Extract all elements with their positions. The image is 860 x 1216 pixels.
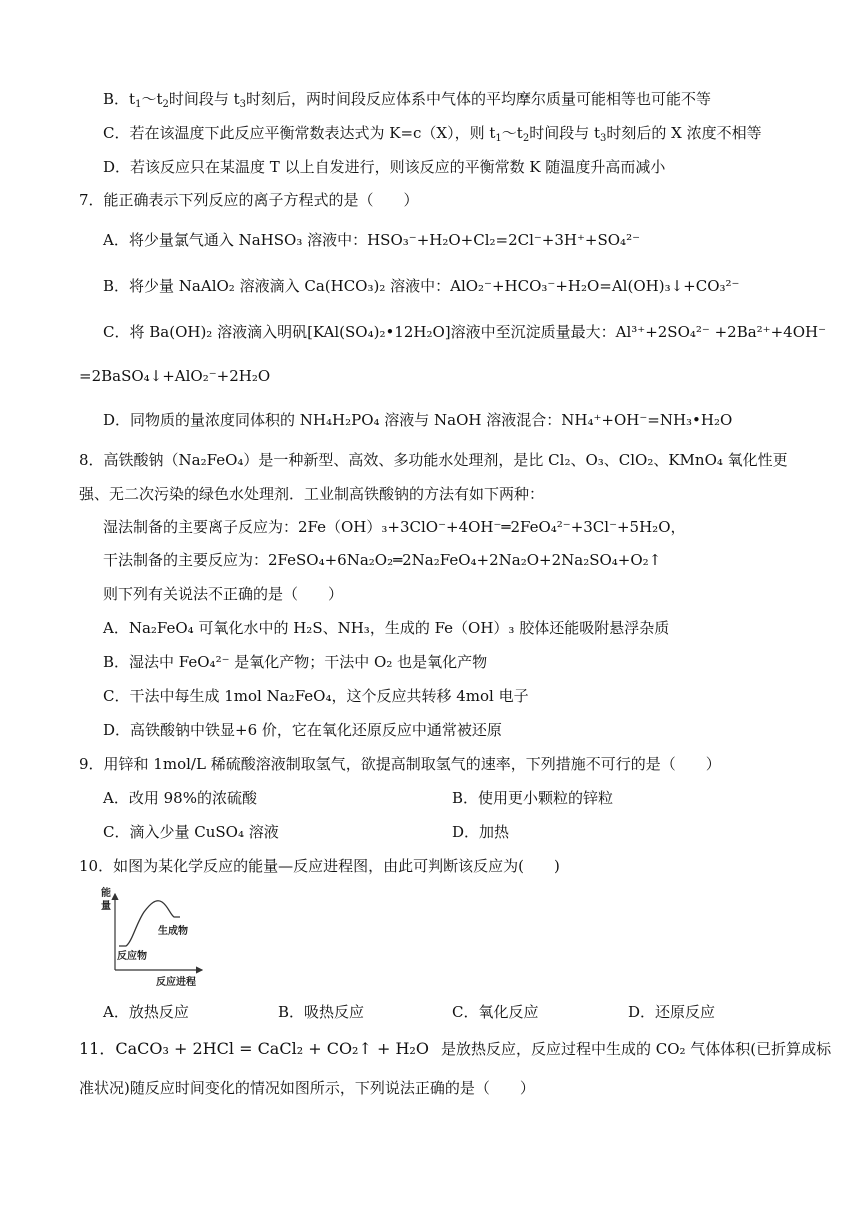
q9-option-c: C．滴入少量 CuSO₄ 溶液 [103,823,279,841]
energy-axis-label-2: 量 [101,901,111,912]
product-label: 生成物 [158,926,188,937]
q8-option-b: B．湿法中 FeO₄²⁻ 是氧化产物；干法中 O₂ 也是氧化产物 [103,653,488,671]
q10-option-c: C．氧化反应 [452,1003,539,1021]
q7-option-c-line1: C．将 Ba(OH)₂ 溶液滴入明矾[KAl(SO₄)₂•12H₂O]溶液中至沉淀质量最大：Al³⁺+2SO₄²⁻ +2Ba²⁺+4OH⁻ [103,323,827,341]
q6-option-c: C．若在该温度下此反应平衡常数表达式为 K=c（X），则 $t_1\sim t_2$时间段与 $t_3$时刻后的 X 浓度不相等 [103,124,762,144]
q11-stem-line1: 11．CaCO₃ + 2HCl = CaCl₂ + CO₂↑ + H₂O 是放热反应，反应过程中生成的 CO₂ 气体体积(已折算成标 [79,1039,832,1058]
q7-option-a: A．将少量氯气通入 NaHSO₃ 溶液中：HSO₃⁻+H₂O+Cl₂=2Cl⁻+3H⁺+SO₄²⁻ [103,231,641,249]
q11-stem-line2: 准状况)随反应时间变化的情况如图所示，下列说法正确的是（ ） [79,1079,535,1097]
q7-option-d: D．同物质的量浓度同体积的 NH₄H₂PO₄ 溶液与 NaOH 溶液混合：NH₄⁺+OH⁻=NH₃•H₂O [103,411,733,429]
q8-stem-line1: 8．高铁酸钠（Na₂FeO₄）是一种新型、高效、多功能水处理剂，是比 Cl₂、O₃、ClO₂、KMnO₄ 氧化性更 [79,451,788,469]
q10-option-a: A．放热反应 [103,1003,189,1021]
q8-question: 则下列有关说法不正确的是（ ） [103,585,344,603]
q8-option-a: A．Na₂FeO₄ 可氧化水中的 H₂S、NH₃，生成的 Fe（OH）₃ 胶体还能吸附悬浮杂质 [103,619,670,637]
energy-axis-label-1: 能 [101,888,111,899]
q6-option-d: D．若该反应只在某温度 T 以上自发进行，则该反应的平衡常数 K 随温度升高而减小 [103,158,666,176]
q8-option-c: C．干法中每生成 1mol Na₂FeO₄，这个反应共转移 4mol 电子 [103,687,529,705]
reactant-label: 反应物 [117,951,147,962]
q10-option-b: B．吸热反应 [278,1003,365,1021]
q11-equation: 11．CaCO₃ + 2HCl = CaCl₂ + CO₂↑ + H₂O [79,1039,429,1058]
q9-option-d: D．加热 [452,823,510,841]
q8-wet-method: 湿法制备的主要离子反应为：2Fe（OH）₃+3ClO⁻+4OH⁻═2FeO₄²⁻+3Cl⁻+5H₂O， [103,518,686,536]
q9-option-b: B．使用更小颗粒的锌粒 [452,789,614,807]
q10-stem: 10．如图为某化学反应的能量—反应进程图，由此可判断该反应为( ) [79,857,560,875]
q9-stem: 9．用锌和 1mol/L 稀硫酸溶液制取氢气，欲提高制取氢气的速率，下列措施不可行的是（ ） [79,755,721,773]
q6-option-b: B．$t_1\sim t_2$时间段与 $t_3$时刻后，两时间段反应体系中气体的平均摩尔质量可能相等也可能不等 [103,90,712,110]
energy-diagram [98,884,208,990]
q9-option-a: A．改用 98%的浓硫酸 [103,789,257,807]
q8-stem-line2: 强、无二次污染的绿色水处理剂．工业制高铁酸钠的方法有如下两种： [79,485,545,503]
q7-stem: 7．能正确表示下列反应的离子方程式的是（ ） [79,191,419,209]
q7-option-b: B．将少量 NaAlO₂ 溶液滴入 Ca(HCO₃)₂ 溶液中：AlO₂⁻+HCO₃⁻+H₂O=Al(OH)₃↓+CO₃²⁻ [103,277,740,295]
q10-option-d: D．还原反应 [628,1003,716,1021]
reaction-progress-label: 反应进程 [156,977,196,988]
q8-dry-method: 干法制备的主要反应为：2FeSO₄+6Na₂O₂═2Na₂FeO₄+2Na₂O+2Na₂SO₄+O₂↑ [103,551,662,569]
q7-option-c-line2: =2BaSO₄↓+AlO₂⁻+2H₂O [79,367,271,385]
q8-option-d: D．高铁酸钠中铁显+6 价，它在氧化还原反应中通常被还原 [103,721,502,739]
